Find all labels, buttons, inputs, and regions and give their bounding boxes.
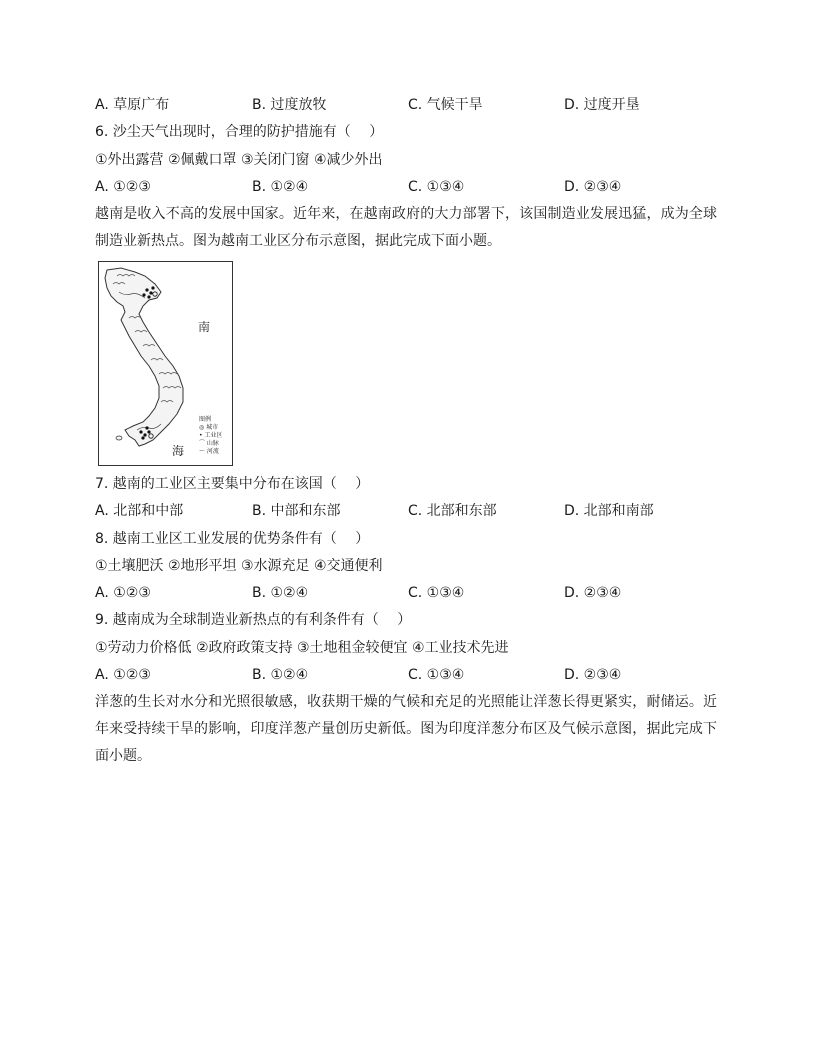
q5-option-d: D. 过度开垦 <box>564 97 640 113</box>
q5-option-b: B. 过度放牧 <box>252 97 327 113</box>
q5-option-c: C. 气候干旱 <box>408 97 483 113</box>
q6-option-c: C. ①③④ <box>408 179 465 195</box>
intro-vietnam: 越南是收入不高的发展中国家。近年来，在越南政府的大力部署下，该国制造业发展迅猛，成为全球制造业新热点。图为越南工业区分布示意图，据此完成下面小题。 <box>95 206 717 249</box>
q7-stem: 7. 越南的工业区主要集中分布在该国（ ） <box>95 476 370 492</box>
q9-option-d: D. ②③④ <box>564 667 622 683</box>
q8-stem: 8. 越南工业区工业发展的优势条件有（ ） <box>95 531 370 547</box>
legend-city: ◎ 城市 <box>199 424 219 431</box>
q8-options <box>95 583 735 603</box>
q6-option-d: D. ②③④ <box>564 179 622 195</box>
map-label-hai: 海 <box>172 444 185 458</box>
intro-onion: 洋葱的生长对水分和光照很敏感，收获期干燥的气候和充足的光照能让洋葱长得更紧实，耐储运。近年来受持续干旱的影响，印度洋葱产量创历史新低。图为印度洋葱分布区及气候示意图，据此完成下面小题。 <box>95 694 717 764</box>
q6-options <box>95 177 735 197</box>
legend-mountain: ⌒ 山脉 <box>199 440 219 447</box>
vietnam-map <box>98 261 233 466</box>
q8-option-b: B. ①②④ <box>252 585 309 601</box>
q6-option-a: A. ①②③ <box>95 179 151 195</box>
legend-industrial-zone: • 工业区 <box>199 432 223 439</box>
q6-option-b: B. ①②④ <box>252 179 309 195</box>
q8-option-d: D. ②③④ <box>564 585 622 601</box>
q7-option-a: A. 北部和中部 <box>95 503 184 519</box>
q7-option-c: C. 北部和东部 <box>408 503 497 519</box>
q9-option-b: B. ①②④ <box>252 667 309 683</box>
map-label-nan: 南 <box>198 320 211 334</box>
map-legend <box>199 416 222 456</box>
legend-title: 图例 <box>199 416 212 423</box>
q7-option-b: B. 中部和东部 <box>252 503 341 519</box>
q6-items: ①外出露营 ②佩戴口罩 ③关闭门窗 ④减少外出 <box>95 152 383 168</box>
q9-items: ①劳动力价格低 ②政府政策支持 ③土地租金较便宜 ④工业技术先进 <box>95 640 509 656</box>
q8-option-a: A. ①②③ <box>95 585 151 601</box>
q5-options <box>95 95 735 115</box>
q9-options <box>95 665 735 685</box>
q8-option-c: C. ①③④ <box>408 585 465 601</box>
q9-stem: 9. 越南成为全球制造业新热点的有利条件有（ ） <box>95 612 412 628</box>
q9-option-c: C. ①③④ <box>408 667 465 683</box>
q9-option-a: A. ①②③ <box>95 667 151 683</box>
q5-option-a: A. 草原广布 <box>95 97 170 113</box>
q8-items: ①土壤肥沃 ②地形平坦 ③水源充足 ④交通便利 <box>95 558 383 574</box>
q7-options <box>95 501 735 521</box>
q7-option-d: D. 北部和南部 <box>564 503 654 519</box>
q6-stem: 6. 沙尘天气出现时，合理的防护措施有（ ） <box>95 124 384 140</box>
legend-river: ～ 河流 <box>199 448 219 455</box>
